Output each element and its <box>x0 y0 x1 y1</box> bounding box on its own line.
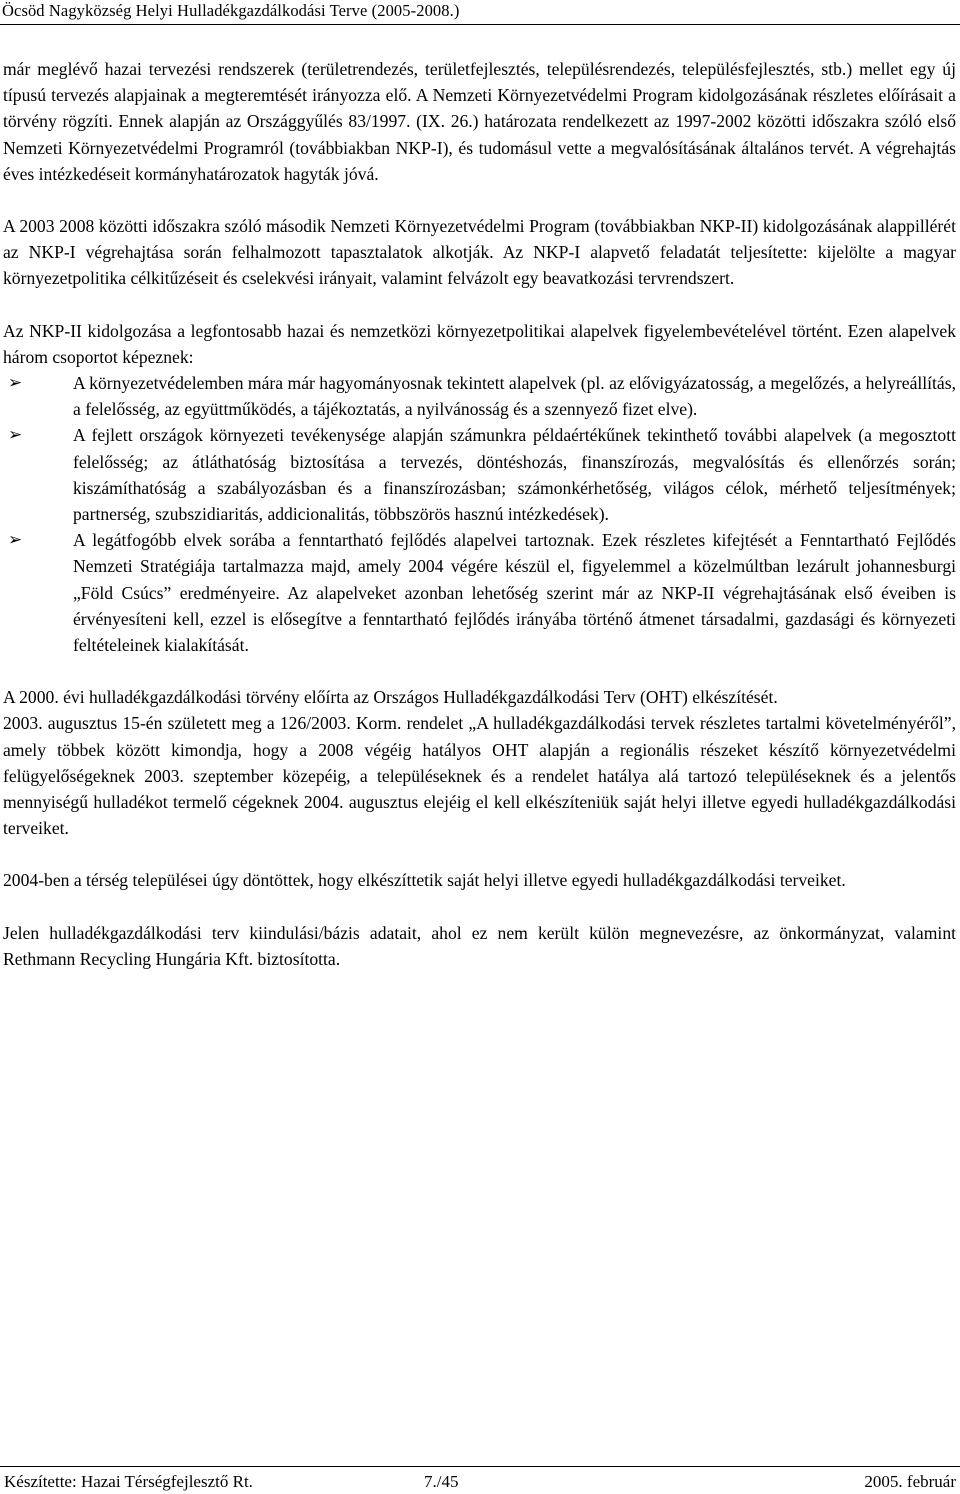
arrowhead-bullet-icon: ➢ <box>8 530 23 551</box>
page-header <box>0 0 960 25</box>
principles-list <box>3 370 956 658</box>
page-number: 7./45 <box>424 1472 459 1491</box>
paragraph-regulation: 2003. augusztus 15-én született meg a 126/2003. Korm. rendelet „A hulladékgazdálkodási tervek részletes tartalmi követelményéről”, amely többek között kimondja, hogy a 2008 végéig hatályos OHT alapján a regionális részeket készítő környezetvédelmi felügyelőségeknek 2003. szeptember közepéig, a településeknek és a rendelet hatálya alá tartozó településeknek és a jelentős mennyiségű hulladékot termelő cégeknek 2004. augusztus elejéig el kell elkészíteniük saját helyi illetve egyedi hulladékgazdálkodási terveiket. <box>3 713 956 839</box>
list-item <box>3 422 956 527</box>
document-title: Öcsöd Nagyközség Helyi Hulladékgazdálkodási Terve (2005-2008.) <box>2 1 460 20</box>
paragraph-data-source: Jelen hulladékgazdálkodási terv kiindulási/bázis adatait, ahol ez nem került külön megnevezésre, az önkormányzat, valamint Rethmann Recycling Hungária Kft. biztosította. <box>3 922 956 969</box>
footer-author: Készítette: Hazai Térségfejlesztő Rt. <box>4 1472 253 1491</box>
paragraph-nkp-ii: A 2003 2008 közötti időszakra szóló második Nemzeti Környezetvédelmi Program (továbbiakban NKP-II) kidolgozásának alappillérét az NKP-I végrehajtása során felhalmozott tapasztalatok alkotják. Az NKP-I alapvető feladatát teljesítette: kijelölte a magyar környezetpolitika célkitűzéseit és cselekvési irányait, valamint felvázolt egy beavatkozási tervrendszert. <box>3 216 956 289</box>
paragraph-nkp-intro: már meglévő hazai tervezési rendszerek (területrendezés, területfejlesztés, településrendezés, településfejlesztés, stb.) mellet egy új típusú tervezés alapjainak a megteremtését irányozza elő. A Nemzeti Környezetvédelmi Program kidolgozásának részletes előírásait a törvény rögzíti. Ennek alapján az Országgyűlés 83/1997. (IX. 26.) határozata rendelkezett az 1997-2002 közötti időszakra szóló első Nemzeti Környezetvédelmi Programról (továbbiakban NKP-I), és tudomásul vette a megvalósításának általános tervét. A végrehajtás éves intézkedéseit kormányhatározatok hagyták jóvá. <box>3 59 956 184</box>
list-item <box>3 370 956 422</box>
footer-date: 2005. február <box>864 1472 956 1491</box>
list-item-text: A fejlett országok környezeti tevékenysége alapján számunkra példaértékűnek tekinthető további alapelvek (a megosztott felelősség; az átláthatóság biztosítása a tervezés, döntéshozás, finanszírozás, megvalósítás és ellenőrzés során; kiszámíthatóság a szabályozásban és a finanszírozásban; számonkérhetőség, világos célok, mérhető teljesítmények; partnerség, szubszidiaritás, addicionalitás, többszörös hasznú intézkedések). <box>73 425 956 525</box>
list-item-text: A legátfogóbb elvek sorába a fenntartható fejlődés alapelvei tartoznak. Ezek részletes kifejtését a Fenntartható Fejlődés Nemzeti Stratégiája tartalmazza majd, amely 2004 végére készül el, figyelemmel a közelmúltban lezárult johannesburgi „Föld Csúcs” eredményeire. Az alapelveket azonban lehetőség szerint már az NKP-II végrehajtásának első éveiben is érvényesíteni kell, ezzel is elősegítve a fenntartható fejlődés irányába történő átmenet társadalmi, gazdasági és környezeti feltételeinek kialakítását. <box>73 530 956 656</box>
paragraph-local-plans: 2004-ben a térség települései úgy döntöttek, hogy elkészíttetik saját helyi illetve egyedi hulladékgazdálkodási terveiket. <box>3 870 846 891</box>
paragraph-oht: A 2000. évi hulladékgazdálkodási törvény előírta az Országos Hulladékgazdálkodási Terv (OHT) elkészítését. <box>3 687 778 708</box>
list-item-text: A környezetvédelemben mára már hagyományosnak tekintett alapelvek (pl. az elővigyázatosság, a megelőzés, a helyreállítás, a felelősség, az együttműködés, a tájékoztatás, a nyilvánosság és a szennyező fizet elve). <box>73 373 956 420</box>
list-item <box>3 527 956 658</box>
document-body <box>3 56 956 998</box>
page-footer <box>0 1466 960 1494</box>
arrowhead-bullet-icon: ➢ <box>8 373 23 394</box>
arrowhead-bullet-icon: ➢ <box>8 425 23 446</box>
paragraph-principles: Az NKP-II kidolgozása a legfontosabb hazai és nemzetközi környezetpolitikai alapelvek figyelembevételével történt. Ezen alapelvek három csoportot képeznek: <box>3 320 956 367</box>
